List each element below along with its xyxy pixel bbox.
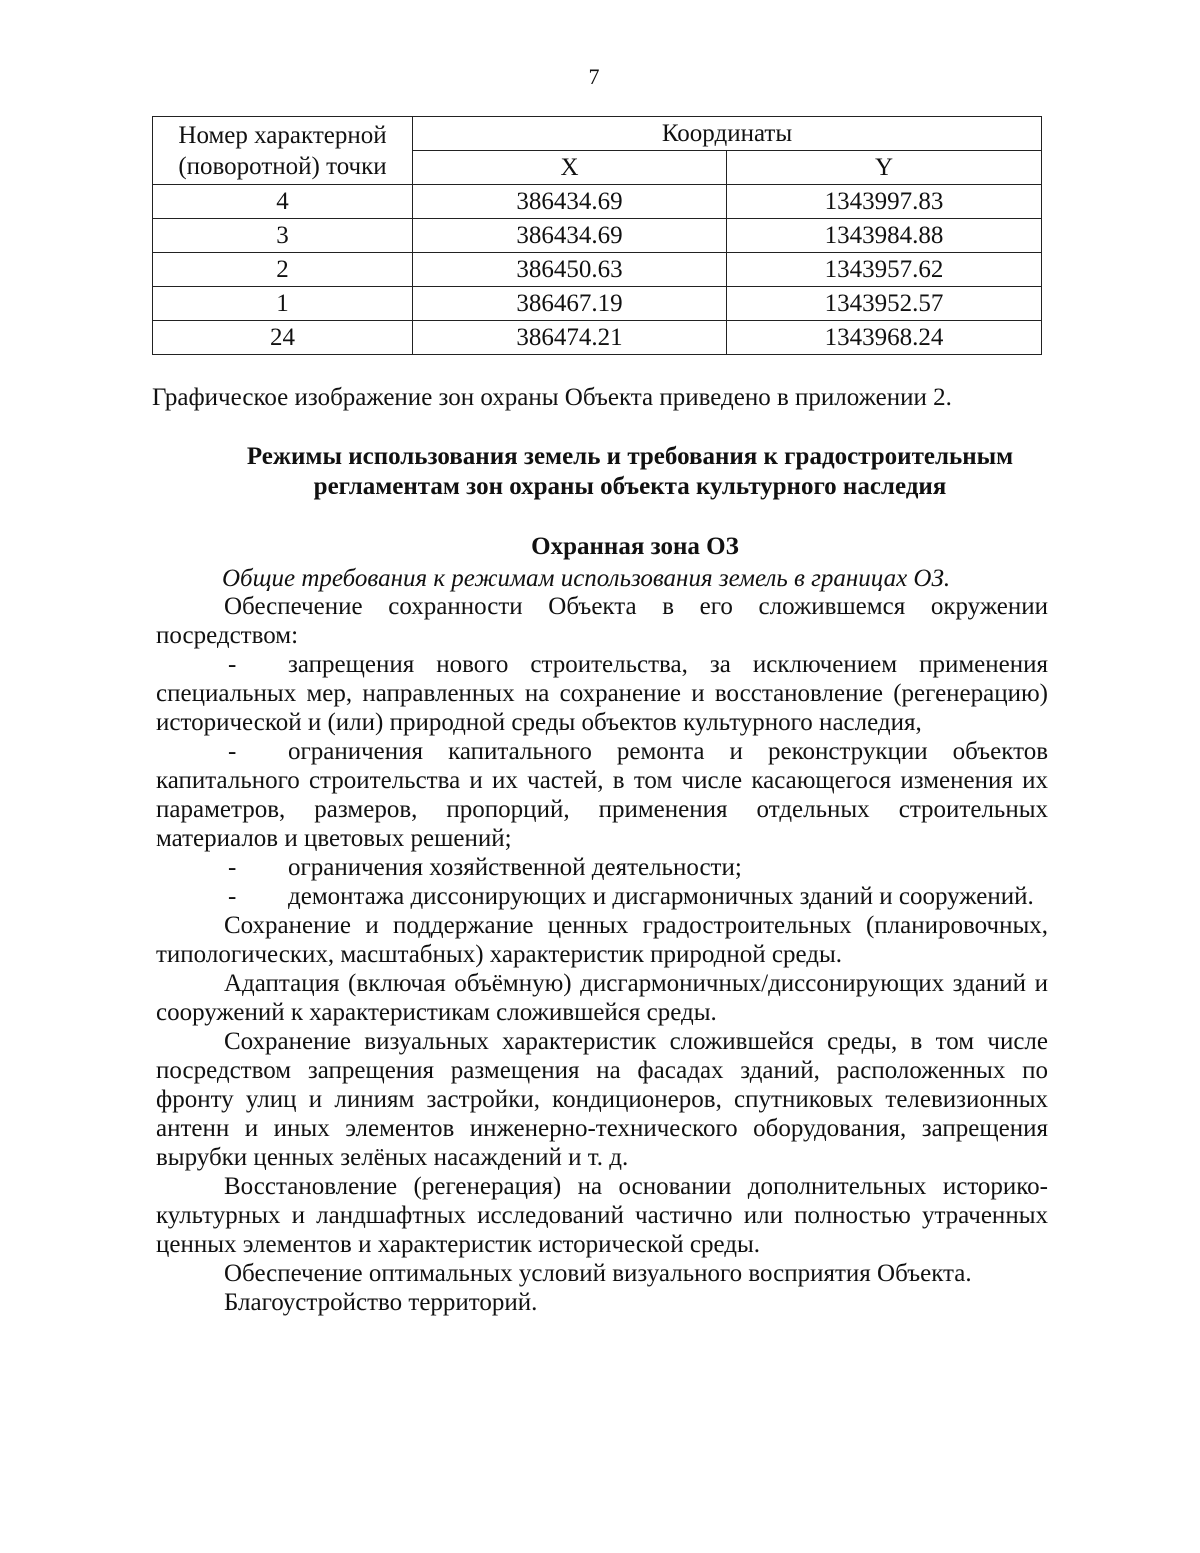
y-cell: 1343968.24: [727, 321, 1042, 355]
x-cell: 386467.19: [413, 287, 727, 321]
y-cell: 1343984.88: [727, 219, 1042, 253]
point-cell: 4: [153, 185, 413, 219]
paragraph: Обеспечение сохранности Объекта в его сложившемся окружении посредством:: [156, 593, 1048, 649]
point-cell: 24: [153, 321, 413, 355]
y-cell: 1343957.62: [727, 253, 1042, 287]
paragraph: Обеспечение оптимальных условий визуального восприятия Объекта.: [224, 1260, 972, 1287]
table-row: [153, 287, 1042, 321]
paragraph: Восстановление (регенерация) на основании дополнительных историко-культурных и ландшафтных исследований частично или полностью утраченных ценных элементов и характеристик исторической среды.: [156, 1173, 1048, 1258]
header-point-cell: Номер характерной (поворотной) точки: [153, 117, 413, 185]
zone-title: Охранная зона ОЗ: [531, 533, 739, 560]
section-title: [150, 442, 1110, 502]
dash-item: [156, 737, 1048, 853]
point-cell: 2: [153, 253, 413, 287]
y-cell: 1343952.57: [727, 287, 1042, 321]
dash-mark: -: [228, 738, 237, 765]
page-number: 7: [588, 64, 600, 89]
table-row: [153, 253, 1042, 287]
dash-mark: -: [228, 854, 237, 881]
dash-item-text: ограничения хозяйственной деятельности;: [288, 854, 742, 881]
dash-item: [156, 853, 1048, 882]
x-cell: 386450.63: [413, 253, 727, 287]
dash-item-text: запрещения нового строительства, за исключением применения специальных мер, направленных на сохранение и восстановление (регенерацию) исторической и (или) природной среды объектов культурного наследия,: [156, 651, 1048, 736]
graphic-note: Графическое изображение зон охраны Объекта приведено в приложении 2.: [152, 384, 952, 411]
section-title-line-2: регламентам зон охраны объекта культурного наследия: [313, 473, 947, 500]
x-cell: 386434.69: [413, 219, 727, 253]
point-cell: 1: [153, 287, 413, 321]
x-cell: 386474.21: [413, 321, 727, 355]
x-cell: 386434.69: [413, 185, 727, 219]
dash-item-text: демонтажа диссонирующих и дисгармоничных зданий и сооружений.: [288, 883, 1034, 910]
y-cell: 1343997.83: [727, 185, 1042, 219]
dash-item: [156, 650, 1048, 737]
section-title-line-1: Режимы использования земель и требования к градостроительным: [246, 443, 1014, 470]
table-row: [153, 219, 1042, 253]
table-row: [153, 185, 1042, 219]
header-coords-cell: Координаты: [413, 117, 1042, 151]
paragraph: Благоустройство территорий.: [224, 1289, 538, 1316]
header-y-cell: Y: [727, 151, 1042, 185]
header-x-cell: X: [413, 151, 727, 185]
paragraph: Сохранение и поддержание ценных градостроительных (планировочных, типологических, масштабных) характеристик природной среды.: [156, 912, 1048, 968]
paragraph: Сохранение визуальных характеристик сложившейся среды, в том числе посредством запрещения размещения на фасадах зданий, расположенных по фронту улиц и линиям застройки, кондиционеров, спутниковых телевизионных антенн и иных элементов инженерно-технического оборудования, запрещения вырубки ценных зелёных насаждений и т. д.: [156, 1028, 1048, 1171]
dash-mark: -: [228, 651, 237, 678]
body-text: [156, 592, 1048, 1317]
table-header-row: [153, 117, 1042, 151]
dash-mark: -: [228, 883, 237, 910]
dash-item: [156, 882, 1048, 911]
dash-item-text: ограничения капитального ремонта и реконструкции объектов капитального строительства и их частей, в том числе касающегося изменения их параметров, размеров, пропорций, применения отдельных строительных материалов и цветовых решений;: [156, 738, 1048, 852]
table-row: [153, 321, 1042, 355]
coordinates-table: [152, 116, 1042, 355]
zone-subtitle: Общие требования к режимам использования земель в границах ОЗ.: [222, 565, 951, 592]
point-cell: 3: [153, 219, 413, 253]
paragraph: Адаптация (включая объёмную) дисгармоничных/диссонирующих зданий и сооружений к характеристикам сложившейся среды.: [156, 970, 1048, 1026]
